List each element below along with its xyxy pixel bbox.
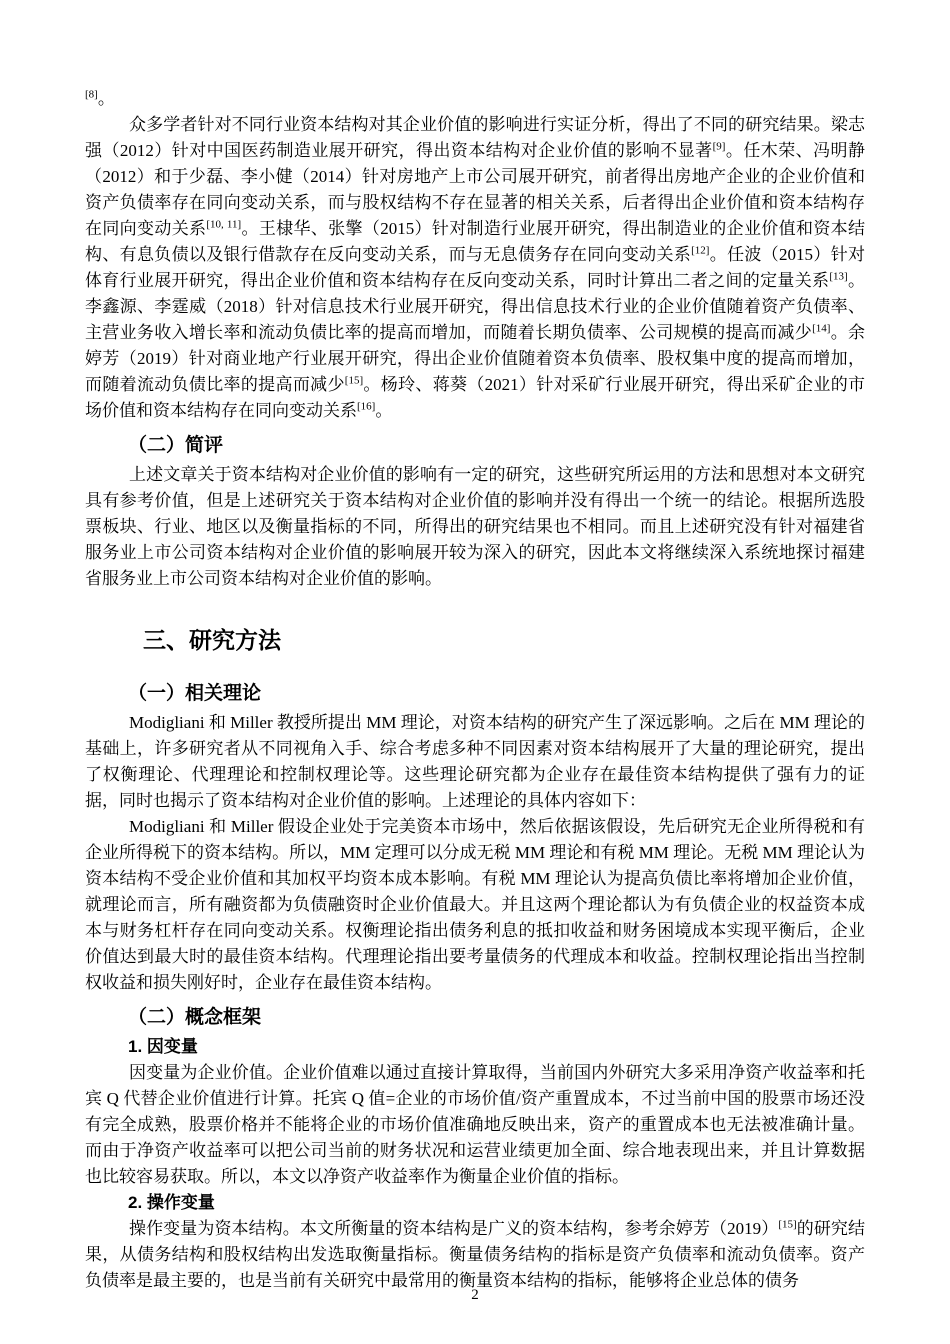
heading-related-theory: （一）相关理论 <box>128 683 262 704</box>
paragraph-operating-variable: 操作变量为资本结构。本文所衡量的资本结构是广义的资本结构，参考余婷芳（2019）[15]的研究结果，从债务结构和股权结构出发选取衡量指标。衡量债务结构的指标是资产负债率和流动负债率。资产负债率是最主要的，也是当前有关研究中最常用的衡量资本结构的指标，能够将企业总体的债务 <box>85 1218 865 1290</box>
heading-conceptual-framework: （二）概念框架 <box>128 1007 262 1028</box>
paragraph-theory-detail: Modigliani 和 Miller 假设企业处于完美资本市场中，然后依据该假设，先后研究无企业所得税和有企业所得税下的资本结构。所以，MM 定理可以分成无税 MM 理论和有税 MM 理论。无税 MM 理论认为资本结构不受企业价值和其加权平均资本成本影响。有税 MM 理论认为提高负债比率将增加企业价值，就理论而言，所有融资都为负债融资时企业价值最大。并且这两个理论都认为有负债企业的权益资本成本与财务杠杆存在同向变动关系。权衡理论指出债务利息的抵扣收益和财务困境成本实现平衡后，企业价值达到最大时的最佳资本结构。代理理论指出要考量债务的代理成本和收益。控制权理论指出当控制权收益和损失刚好时，企业存在最佳资本结构。 <box>85 817 865 992</box>
heading-operating-variable: 2. 操作变量 <box>128 1193 215 1212</box>
page-number: 2 <box>471 1287 479 1303</box>
paragraph-literature-survey: 众多学者针对不同行业资本结构对其企业价值的影响进行实证分析，得出了不同的研究结果。梁志强（2012）针对中国医药制造业展开研究，得出资本结构对企业价值的影响不显著[9]。任木荣、冯明静（2012）和于少磊、李小健（2014）针对房地产上市公司展开研究，前者得出房地产企业的企业价值和资产负债率存在同向变动关系，而与股权结构不存在显著的相关关系，后者得出企业价值和资本结构存在同向变动关系[10, 11]。王棣华、张擎（2015）针对制造行业展开研究，得出制造业的企业价值和资本结构、有息负债以及银行借款存在反向变动关系，而与无息债务存在同向变动关系[12]。任波（2015）针对体育行业展开研究，得出企业价值和资本结构存在反向变动关系，同时计算出二者之间的定量关系[13]。李鑫源、李霆威（2018）针对信息技术行业展开研究，得出信息技术行业的企业价值随着资产负债率、主营业务收入增长率和流动负债比率的提高而增加，而随着长期负债率、公司规模的提高而减少[14]。余婷芳（2019）针对商业地产行业展开研究，得出企业价值随着资本负债率、股权集中度的提高而增加，而随着流动负债比率的提高而减少[15]。杨玲、蒋葵（2021）针对采矿行业展开研究，得出采矿企业的市场价值和资本结构存在同向变动关系[16]。 <box>85 115 866 420</box>
paragraph-dependent-variable: 因变量为企业价值。企业价值难以通过直接计算取得，当前国内外研究大多采用净资产收益率和托宾 Q 代替企业价值进行计算。托宾 Q 值=企业的市场价值/资产重置成本，不过当前中国的股票市场还没有完全成熟，股票价格并不能将企业的市场价值准确地反映出来，资产的重置成本也无法被准确计量。而由于净资产收益率可以把公司当前的财务状况和运营业绩更加全面、综合地表现出来，并且计算数据也比较容易获取。所以，本文以净资产收益率作为衡量企业价值的指标。 <box>85 1063 865 1186</box>
paragraph-theory-overview: Modigliani 和 Miller 教授所提出 MM 理论，对资本结构的研究产生了深远影响。之后在 MM 理论的基础上，许多研究者从不同视角入手、综合考虑多种不同因素对资本结构展开了大量的理论研究，提出了权衡理论、代理理论和控制权理论等。这些理论研究都为企业存在最佳资本结构提供了强有力的证据，同时也揭示了资本结构对企业价值的影响。上述理论的具体内容如下： <box>85 713 865 810</box>
heading-research-methods: 三、研究方法 <box>143 627 281 653</box>
paragraph-carryover: [8]。 <box>85 88 115 108</box>
heading-dependent-variable: 1. 因变量 <box>128 1037 198 1056</box>
heading-brief-review: （二）简评 <box>128 435 224 456</box>
paragraph-brief-review: 上述文章关于资本结构对企业价值的影响有一定的研究，这些研究所运用的方法和思想对本文研究具有参考价值，但是上述研究关于资本结构对企业价值的影响并没有得出一个统一的结论。根据所选股票板块、行业、地区以及衡量指标的不同，所得出的研究结果也不相同。而且上述研究没有针对福建省服务业上市公司资本结构对企业价值的影响展开较为深入的研究，因此本文将继续深入系统地探讨福建省服务业上市公司资本结构对企业价值的影响。 <box>85 465 865 588</box>
